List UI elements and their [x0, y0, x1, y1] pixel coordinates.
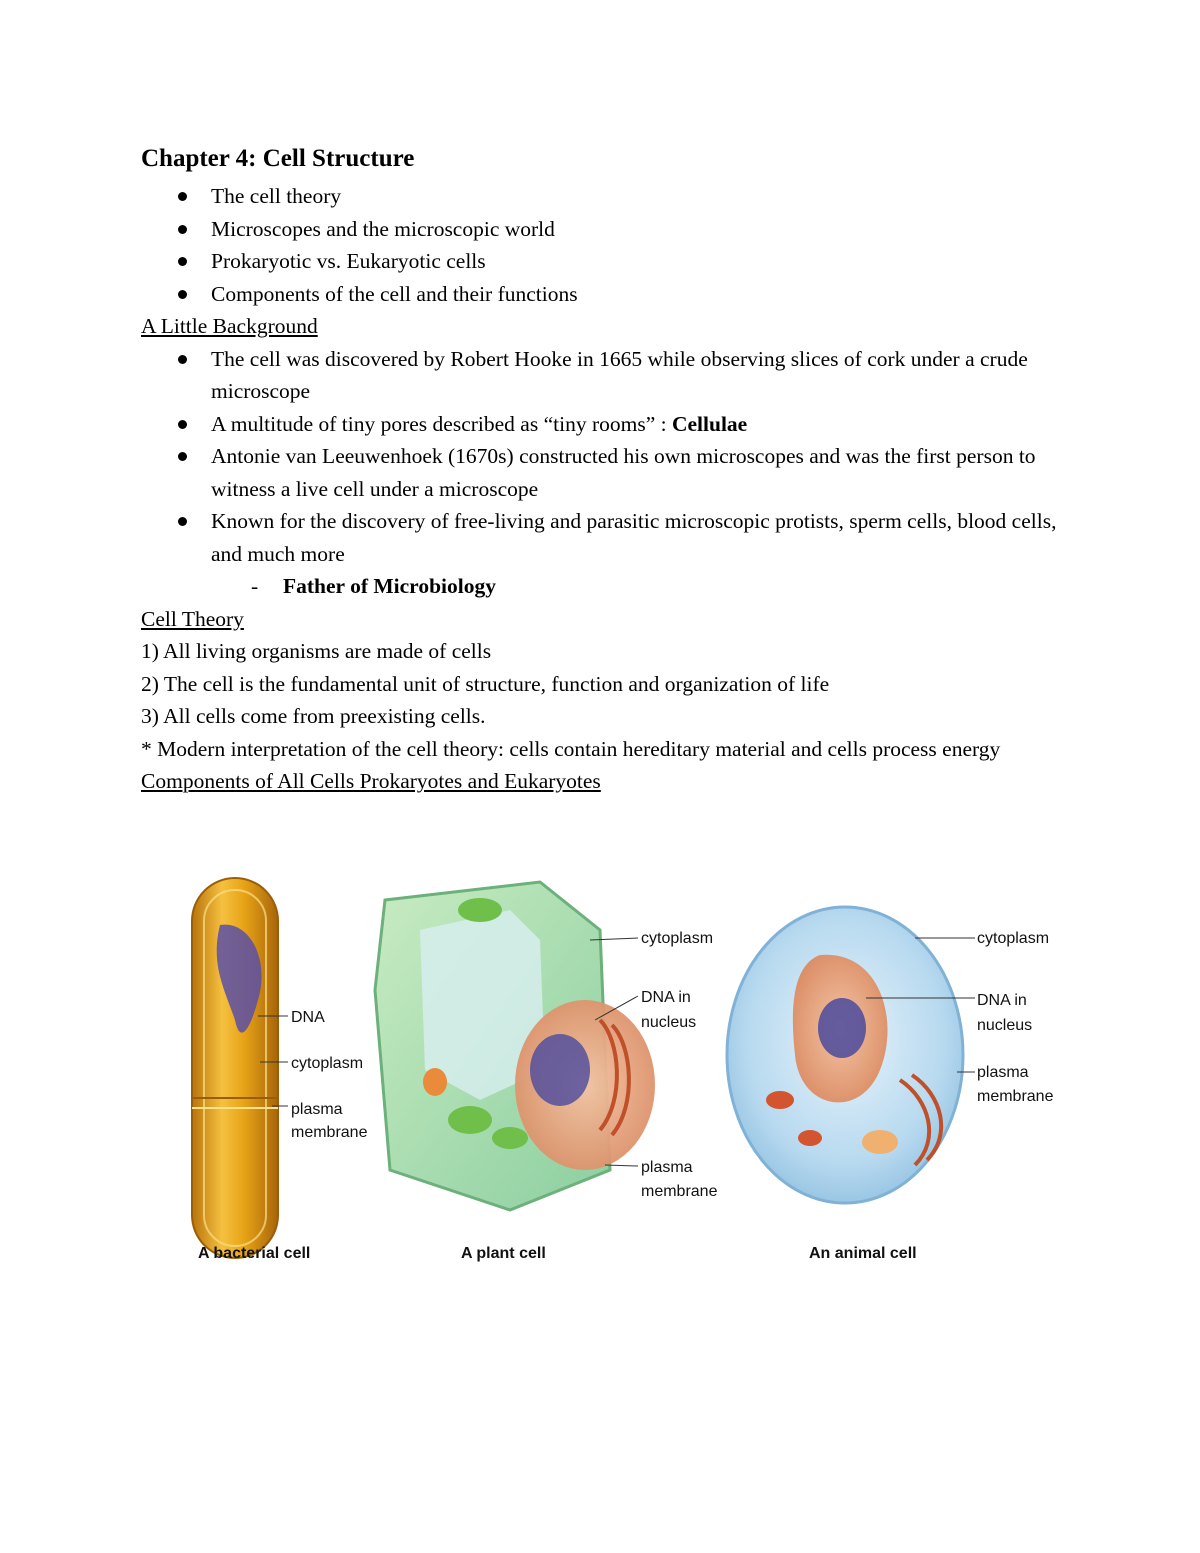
- bullet-icon: [178, 420, 187, 429]
- caption-plant-cell: A plant cell: [461, 1245, 546, 1262]
- chapter-title: Chapter 4: Cell Structure: [141, 145, 415, 172]
- cellulae-term: Cellulae: [671, 411, 748, 436]
- cell-theory-item: 1) All living organisms are made of cells: [141, 639, 492, 663]
- label-dna-in: DNA in: [641, 989, 691, 1006]
- document-content: [141, 140, 1081, 798]
- caption-bacterial-cell: A bacterial cell: [198, 1245, 311, 1262]
- cell-theory-item: 3) All cells come from preexisting cells.: [141, 704, 486, 728]
- label-plasma: plasma: [641, 1159, 693, 1176]
- cell-theory-item: 2) The cell is the fundamental unit of structure, function and organization of life: [141, 671, 830, 696]
- background-list: [141, 343, 1081, 571]
- components-heading: Components of All Cells Prokaryotes and Eukaryotes: [141, 769, 601, 793]
- label-plasma: plasma: [291, 1101, 343, 1118]
- animal-cell-illustration: [727, 907, 975, 1203]
- bullet-icon: [178, 452, 187, 461]
- modern-interpretation-note: * Modern interpretation of the cell theory: cells contain hereditary material and cells process energy: [141, 736, 1001, 761]
- bullet-icon: [178, 290, 187, 299]
- sub-item: [141, 570, 1081, 603]
- label-dna: DNA: [291, 1009, 325, 1026]
- label-nucleus: nucleus: [977, 1017, 1033, 1034]
- label-cytoplasm: cytoplasm: [291, 1055, 364, 1072]
- list-item: Known for the discovery of free-living and parasitic microscopic protists, sperm cells, blood cells, and much more: [141, 505, 1081, 570]
- bacterial-cell-illustration: [192, 878, 288, 1258]
- label-nucleus: nucleus: [641, 1014, 697, 1031]
- background-heading: A Little Background: [141, 314, 318, 338]
- bullet-icon: [178, 225, 187, 234]
- father-of-microbiology: Father of Microbiology: [283, 574, 496, 598]
- list-item: Prokaryotic vs. Eukaryotic cells: [141, 245, 1081, 278]
- dash-marker: -: [251, 574, 259, 598]
- plant-cell-illustration: [375, 882, 655, 1210]
- intro-list: [141, 180, 1081, 310]
- list-item: A multitude of tiny pores described as “tiny rooms” : Cellulae: [141, 408, 1081, 441]
- list-item: Antonie van Leeuwenhoek (1670s) constructed his own microscopes and was the first person to witness a live cell under a microscope: [141, 440, 1081, 505]
- bullet-icon: [178, 517, 187, 526]
- list-item: Microscopes and the microscopic world: [141, 213, 1081, 246]
- label-cytoplasm: cytoplasm: [977, 930, 1050, 947]
- cell-theory-heading: Cell Theory: [141, 606, 244, 631]
- label-membrane: membrane: [641, 1183, 718, 1200]
- caption-animal-cell: An animal cell: [809, 1245, 917, 1262]
- label-plasma: plasma: [977, 1064, 1029, 1081]
- label-dna-in: DNA in: [977, 992, 1027, 1009]
- label-cytoplasm: cytoplasm: [641, 930, 714, 947]
- bullet-icon: [178, 257, 187, 266]
- bullet-icon: [178, 355, 187, 364]
- bullet-icon: [178, 192, 187, 201]
- list-item: Components of the cell and their functions: [141, 278, 1081, 311]
- list-item: The cell was discovered by Robert Hooke in 1665 while observing slices of cork under a crude microscope: [141, 343, 1081, 408]
- list-item: The cell theory: [141, 180, 1081, 213]
- label-membrane: membrane: [291, 1124, 368, 1141]
- label-membrane: membrane: [977, 1088, 1054, 1105]
- cell-types-figure: [180, 870, 1060, 1270]
